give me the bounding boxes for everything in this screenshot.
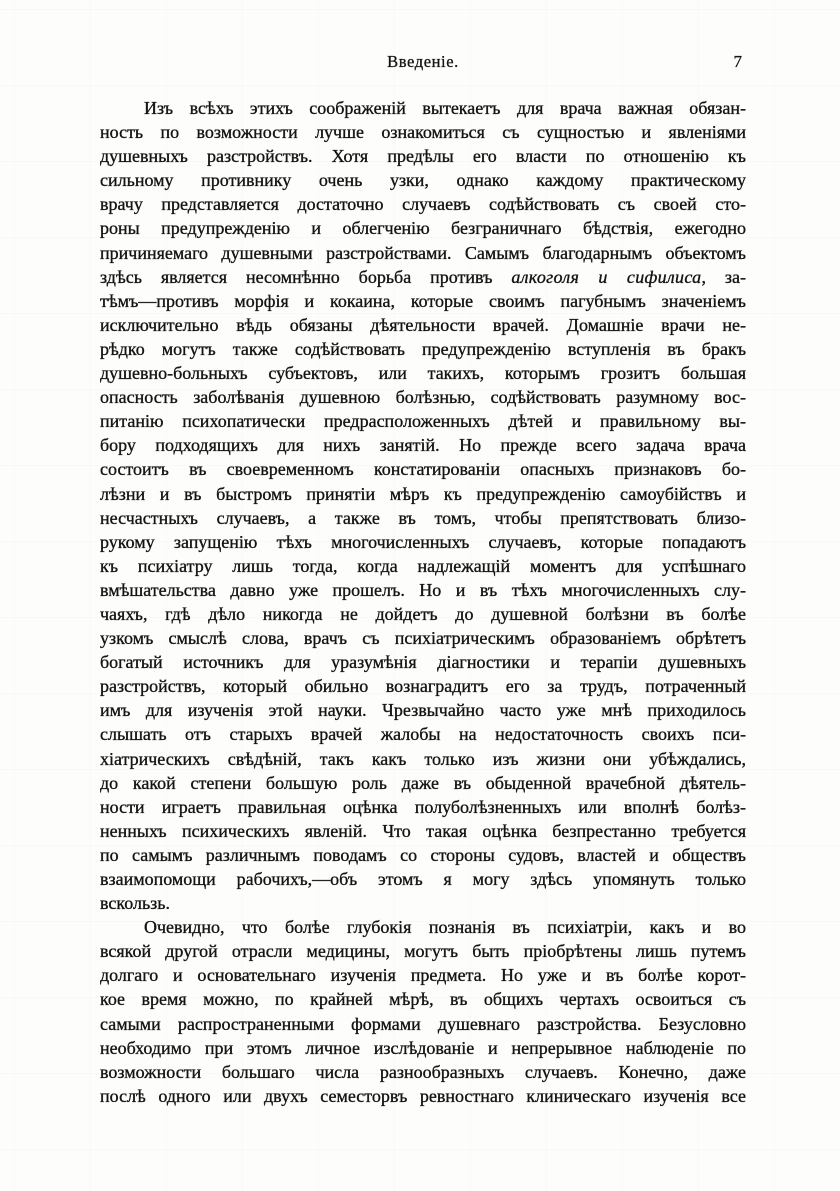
page-number: 7 <box>733 52 742 71</box>
text-line <box>100 530 746 554</box>
text-line <box>100 1060 746 1084</box>
text-line <box>100 819 746 843</box>
text-line <box>100 313 746 337</box>
plain-text: тѣмъ—противъ морфія и кокаина, которые своимъ пагубнымъ значеніемъ <box>100 290 746 311</box>
plain-text: душевныхъ разстройствъ. Хотя предѣлы его власти по отношенію къ <box>100 146 746 167</box>
text-line <box>100 843 746 867</box>
paragraph <box>100 96 746 915</box>
text-line <box>100 602 746 626</box>
text-line <box>100 192 746 216</box>
text-line <box>100 626 746 650</box>
plain-text: ность по возможности лучше ознакомиться съ сущностью и явленіями <box>100 122 746 143</box>
plain-text: кое время можно, по крайней мѣрѣ, въ общихъ чертахъ освоиться съ <box>100 989 746 1010</box>
text-line <box>100 867 746 891</box>
text-line <box>100 216 746 240</box>
body-text <box>100 96 746 1108</box>
plain-text: причиняемаго душевными разстройствами. Самымъ благодарнымъ объектомъ <box>100 242 746 263</box>
text-line <box>100 747 746 771</box>
plain-text: послѣ одного или двухъ семесторвъ ревностнаго клиническаго изученія все <box>100 1085 746 1106</box>
plain-text: по самымъ различнымъ поводамъ со стороны судовъ, властей и обществъ <box>100 844 746 865</box>
plain-text: Очевидно, что болѣе глубокія познанія въ психіатріи, какъ и во <box>144 917 746 938</box>
text-line <box>100 457 746 481</box>
italic-text: алкоголя и сифилиса <box>511 266 702 287</box>
text-line <box>100 722 746 746</box>
text-line <box>100 361 746 385</box>
text-line <box>100 578 746 602</box>
text-line <box>100 96 746 120</box>
plain-text: чаяхъ, гдѣ дѣло никогда не дойдетъ до душевной болѣзни въ болѣе <box>100 603 746 624</box>
running-head <box>100 52 746 72</box>
plain-text: слышать отъ старыхъ врачей жалобы на недостаточность своихъ пси- <box>100 724 746 745</box>
plain-text: здѣсь является несомнѣнно борьба противъ <box>100 266 512 287</box>
text-line <box>100 265 746 289</box>
plain-text: опасность заболѣванія душевною болѣзнью, содѣйствовать разумному вос- <box>100 387 746 408</box>
text-line <box>100 1036 746 1060</box>
text-line <box>100 698 746 722</box>
text-line <box>100 939 746 963</box>
text-line <box>100 289 746 313</box>
text-line <box>100 506 746 530</box>
plain-text: къ психіатру лишь тогда, когда надлежащій моментъ для успѣшнаго <box>100 555 746 576</box>
text-line <box>100 1012 746 1036</box>
text-line <box>100 120 746 144</box>
text-line <box>100 891 746 915</box>
plain-text: рукому запущенію тѣхъ многочисленныхъ случаевъ, которые попадаютъ <box>100 531 746 552</box>
plain-text: несчастныхъ случаевъ, а также въ томъ, чтобы препятствовать близо- <box>100 507 746 528</box>
plain-text: возможности большаго числа разнообразныхъ случаевъ. Конечно, даже <box>100 1061 746 1082</box>
plain-text: врачу представляется достаточно случаевъ содѣйствовать съ своей сто- <box>100 194 746 215</box>
plain-text: долгаго и основательнаго изученія предмета. Но уже и въ болѣе корот- <box>100 965 746 986</box>
plain-text: необходимо при этомъ личное изслѣдованіе и непрерывное наблюденіе по <box>100 1037 746 1058</box>
text-line <box>100 650 746 674</box>
text-line <box>100 771 746 795</box>
text-line <box>100 554 746 578</box>
plain-text: вскользь. <box>100 893 170 914</box>
plain-text: имъ для изученія этой науки. Чрезвычайно часто уже мнѣ приходилось <box>100 700 746 721</box>
text-line <box>100 409 746 433</box>
plain-text: ности играетъ правильная оцѣнка полуболѣзненныхъ или вполнѣ болѣз- <box>100 796 746 817</box>
plain-text: вмѣшательства давно уже прошелъ. Но и въ тѣхъ многочисленныхъ слу- <box>100 579 746 600</box>
plain-text: до какой степени большую роль даже въ обыденной врачебной дѣятель- <box>100 772 746 793</box>
paragraph <box>100 915 746 1108</box>
plain-text: исключительно вѣдь обязаны дѣятельности врачей. Домашніе врачи не- <box>100 314 746 335</box>
plain-text: бору подходящихъ для нихъ занятій. Но прежде всего задача врача <box>100 435 746 456</box>
text-line <box>100 915 746 939</box>
text-line <box>100 144 746 168</box>
plain-text: состоитъ въ своевременномъ констатированіи опасныхъ признаковъ бо- <box>100 459 746 480</box>
plain-text: богатый источникъ для уразумѣнія діагностики и терапіи душевныхъ <box>100 652 746 673</box>
plain-text: самыми распространенными формами душевнаго разстройства. Безусловно <box>100 1013 746 1034</box>
text-line <box>100 963 746 987</box>
plain-text: ненныхъ психическихъ явленій. Что такая оцѣнка безпрестанно требуется <box>100 820 746 841</box>
running-title: Введеніе. <box>387 52 459 71</box>
plain-text: питанію психопатически предрасположенныхъ дѣтей и правильному вы- <box>100 411 746 432</box>
text-line <box>100 987 746 1011</box>
text-line <box>100 1084 746 1108</box>
text-line <box>100 482 746 506</box>
plain-text: Изъ всѣхъ этихъ соображеній вытекаетъ для врача важная обязан- <box>144 98 746 118</box>
text-line <box>100 168 746 192</box>
plain-text: лѣзни и въ быстромъ принятіи мѣръ къ предупрежденію самоубійствъ и <box>100 483 746 504</box>
text-line <box>100 674 746 698</box>
text-line <box>100 337 746 361</box>
plain-text: душевно-больныхъ субъектовъ, или такихъ, которымъ грозитъ большая <box>100 363 746 384</box>
plain-text: , за- <box>701 266 746 287</box>
text-line <box>100 795 746 819</box>
plain-text: узкомъ смыслѣ слова, врачъ съ психіатрическимъ образованіемъ обрѣтетъ <box>100 628 746 649</box>
text-line <box>100 433 746 457</box>
plain-text: рѣдко могутъ также содѣйствовать предупрежденію вступленія въ бракъ <box>100 338 746 359</box>
plain-text: взаимопомощи рабочихъ,—объ этомъ я могу здѣсь упомянуть только <box>100 869 746 889</box>
plain-text: разстройствъ, который обильно вознаградитъ его за трудъ, потраченный <box>100 676 746 697</box>
plain-text: сильному противнику очень узки, однако каждому практическому <box>100 170 746 191</box>
plain-text: всякой другой отрасли медицины, могутъ быть пріобрѣтены лишь путемъ <box>100 941 746 962</box>
plain-text: роны предупрежденію и облегченію безграничнаго бѣдствія, ежегодно <box>100 218 746 239</box>
text-line <box>100 241 746 265</box>
text-line <box>100 385 746 409</box>
plain-text: хіатрическихъ свѣдѣній, такъ какъ только изъ жизни они убѣждались, <box>100 748 746 769</box>
